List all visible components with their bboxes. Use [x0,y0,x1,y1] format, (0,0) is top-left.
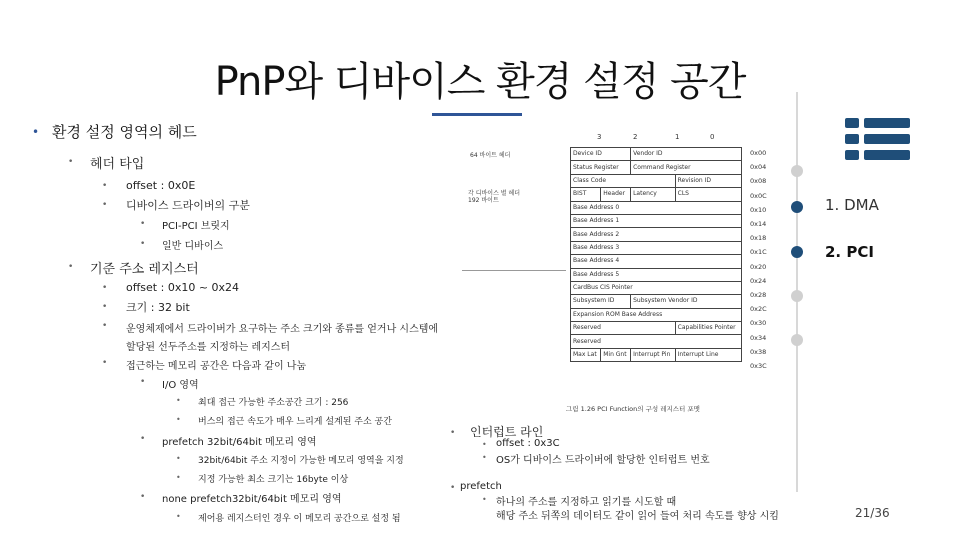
register-row [571,214,742,227]
bullet-l2: • [68,262,74,272]
outline-prefetch-b: 지정 가능한 최소 크기는 16byte 이상 [198,475,349,485]
register-offset: 0x30 [750,319,767,328]
register-cell: Base Address 1 [571,214,742,227]
register-cell: Class Code [571,174,676,187]
register-cell: Latency [631,188,676,201]
interrupt-desc: OS가 디바이스 드라이버에 할당한 인터럽트 번호 [496,455,710,466]
outline-header-type: 헤더 타입 [90,157,145,172]
bullet-l2: • [482,440,487,449]
prefetch-desc-2: 해당 주소 뒤쪽의 데이터도 같이 읽어 들여 처리 속도를 향상 시킴 [496,511,779,522]
register-cell: Max Lat [571,348,601,361]
register-row [571,188,742,201]
nav-node-dma[interactable] [791,201,803,213]
register-offset: 0x08 [750,177,767,186]
register-cell: Subsystem Vendor ID [631,295,742,308]
register-cell: Revision ID [675,174,741,187]
bullet-l2: • [68,157,74,167]
register-cell: Capabilities Pointer [675,322,741,335]
register-cell: Min Gnt [601,348,631,361]
outline-pci-bridge: PCI-PCI 브릿지 [162,221,230,232]
nav-node-pci[interactable] [791,246,803,258]
register-offset: 0x18 [750,234,767,243]
outline-prefetch-a: 32bit/64bit 주소 지정이 가능한 메모리 영역을 지정 [198,456,404,466]
register-offset: 0x00 [750,149,767,157]
register-row [571,228,742,241]
interrupt-line-heading: 인터럽트 라인 [470,425,544,439]
register-row [571,348,742,361]
bullet-l4: • [140,219,146,229]
outline-driver-kind: 디바이스 드라이버의 구분 [126,199,250,212]
bullet-l5: • [176,473,181,482]
register-cell: CLS [675,188,741,201]
outline-general-device: 일반 디바이스 [162,241,224,252]
outline-nonprefetch-area: none prefetch32bit/64bit 메모리 영역 [162,494,342,505]
bullet-l4: • [140,492,146,502]
outline-prefetch-area: prefetch 32bit/64bit 메모리 영역 [162,437,317,448]
outline-access: 접근하는 메모리 공간은 다음과 같이 나눔 [126,361,307,372]
register-cell: Header [601,188,631,201]
register-row [571,241,742,254]
bullet-l3: • [102,358,108,368]
register-cell: Base Address 3 [571,241,742,254]
col-header-1: 1 [675,133,680,141]
col-header-2: 2 [633,133,638,141]
bullet-l2: • [482,495,487,504]
register-offset: 0x38 [750,347,767,356]
register-offset: 0x10 [750,205,767,214]
bullet-l3: • [102,200,108,210]
bullet-l5: • [176,415,181,424]
interrupt-offset: offset : 0x3C [496,438,560,449]
register-cell: Reserved [571,322,676,335]
register-row [571,322,742,335]
register-cell: BIST [571,188,601,201]
register-offset: 0x28 [750,291,767,299]
bullet-l5: • [176,512,181,521]
prefetch-desc-1: 하나의 주소를 지정하고 읽기를 시도할 때 [496,497,677,508]
col-header-3: 3 [597,133,602,141]
register-offset: 0x14 [750,220,767,228]
register-row [571,201,742,214]
outline-offset-range: offset : 0x10 ~ 0x24 [126,281,240,294]
outline-size: 크기 : 32 bit [126,301,190,314]
figure-caption: 그림 1.26 PCI Function의 구성 레지스터 포맷 [566,405,700,413]
bullet-l2: • [482,453,487,462]
register-cell: Interrupt Line [675,348,741,361]
outline-l1-header: 환경 설정 영역의 헤드 [52,123,197,141]
bullet-l1: • [450,428,456,438]
slide-title: PnP와 디바이스 환경 설정 공간 [214,59,746,105]
bullet-l3: • [102,321,108,331]
title-underline [432,113,522,116]
register-row [571,148,742,161]
register-cell: Base Address 0 [571,201,742,214]
bullet-l3: • [102,302,108,312]
register-offset: 0x24 [750,276,767,285]
register-offset: 0x0C [750,191,767,200]
register-cell: Reserved [571,335,742,348]
outline-offset-0e: offset : 0x0E [126,179,196,192]
register-cell: Expansion ROM Base Address [571,308,742,321]
register-offset: 0x04 [750,163,767,172]
header-bracket [462,148,566,271]
nav-item-dma[interactable]: 1. DMA [825,196,879,214]
nav-node[interactable] [791,290,803,302]
register-row [571,174,742,187]
register-cell: CardBus CIS Pointer [571,281,742,294]
outline-base-addr: 기준 주소 레지스터 [90,262,199,277]
register-row [571,335,742,348]
outline-io-slow: 버스의 접근 속도가 매우 느리게 설계된 주소 공간 [198,417,392,427]
outline-os-desc-1: 운영체제에서 드라이버가 요구하는 주소 크기와 종류를 얻거나 시스템에 [126,324,439,335]
bullet-l3: • [102,181,108,191]
register-row [571,268,742,281]
prefetch-heading: prefetch [460,481,502,492]
register-row [571,281,742,294]
register-cell: Base Address 5 [571,268,742,281]
page-number: 21/36 [855,506,890,520]
register-cell: Base Address 4 [571,255,742,268]
register-row [571,295,742,308]
outline-nonprefetch-a: 제어용 레지스터인 경우 이 메모리 공간으로 설정 됨 [198,514,401,524]
menu-list-icon[interactable] [845,118,910,160]
bullet-l4: • [140,377,146,387]
register-offset: 0x1C [750,248,767,257]
col-header-0: 0 [710,133,715,141]
side-label-64: 64 바이트 헤더 [470,152,511,159]
side-label-192: 각 디바이스 별 헤더 192 바이트 [468,190,521,204]
bullet-l5: • [176,454,181,463]
config-register-table [570,147,742,362]
outline-os-desc-2: 할당된 선두주소를 지정하는 레지스터 [126,342,291,353]
register-offset: 0x34 [750,333,767,342]
bullet-l3: • [102,283,108,293]
bullet-l4: • [140,239,146,249]
register-cell: Base Address 2 [571,228,742,241]
outline-io-area: I/O 영역 [162,380,199,391]
register-cell: Subsystem ID [571,295,631,308]
bullet-l1: • [450,483,456,493]
nav-item-pci[interactable]: 2. PCI [825,243,874,261]
register-cell: Status Register [571,161,631,174]
register-cell: Command Register [631,161,742,174]
bullet-l1: • [32,125,40,139]
nav-node[interactable] [791,334,803,346]
register-cell: Vendor ID [631,148,742,161]
register-row [571,161,742,174]
register-offset: 0x20 [750,262,767,271]
nav-node[interactable] [791,165,803,177]
register-offset: 0x3C [750,362,767,370]
outline-io-max: 최대 접근 가능한 주소공간 크기 : 256 [198,398,349,408]
register-cell: Device ID [571,148,631,161]
register-offset: 0x2C [750,305,767,314]
register-row [571,255,742,268]
bullet-l5: • [176,396,181,405]
register-row [571,308,742,321]
register-cell: Interrupt Pin [631,348,676,361]
bullet-l4: • [140,434,146,444]
